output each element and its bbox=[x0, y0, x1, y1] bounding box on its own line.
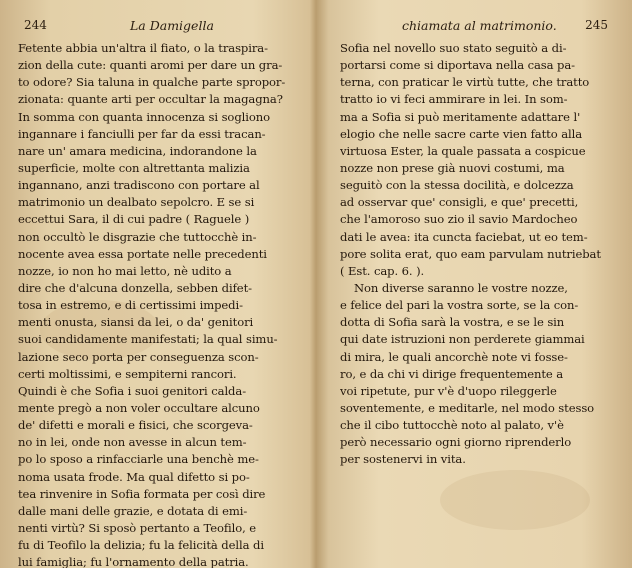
text-line: to odore? Sia taluna in qualche parte spropor- bbox=[18, 75, 286, 90]
text-line: ma a Sofia si può meritamente adattare l' bbox=[340, 109, 581, 124]
text-line: superficie, molte con altrettanta malizia bbox=[18, 160, 250, 175]
text-line: zionata: quante arti per occultar la magagna? bbox=[18, 92, 283, 107]
text-line: ad osservar que' consigli, e que' precetti, bbox=[340, 195, 579, 210]
right-page bbox=[320, 0, 632, 568]
text-line: ingannano, anzi tradiscono con portare al bbox=[18, 178, 260, 193]
text-line: e felice del pari la vostra sorte, se la con- bbox=[340, 298, 579, 313]
page-number: 245 bbox=[585, 18, 608, 32]
text-line: nozze, io non ho mai letto, nè udito a bbox=[18, 263, 232, 278]
text-line: Non diverse saranno le vostre nozze, bbox=[354, 280, 568, 295]
text-line: de' difetti e morali e fisici, che scorgeva- bbox=[18, 418, 253, 433]
text-line: che l'amoroso suo zio il savio Mardocheo bbox=[340, 212, 578, 227]
text-line: no in lei, onde non avesse in alcun tem- bbox=[18, 435, 247, 450]
text-line: tosa in estremo, e di certissimi impedi- bbox=[18, 298, 243, 313]
text-line: In somma con quanta innocenza si sogliono bbox=[18, 109, 270, 124]
text-line: elogio che nelle sacre carte vien fatto alla bbox=[340, 126, 583, 141]
text-line: non occultò le disgrazie che tuttocchè in- bbox=[18, 229, 257, 244]
text-line: però necessario ogni giorno riprenderlo bbox=[340, 435, 572, 450]
text-line: nenti virtù? Si sposò pertanto a Teofilo, e bbox=[18, 520, 257, 535]
running-title: La Damigella bbox=[130, 18, 214, 33]
text-line: Fetente abbia un'altra il fiato, o la traspira- bbox=[18, 41, 268, 55]
text-line: menti onusta, siansi da lei, o da' genitori bbox=[18, 315, 254, 330]
text-line: seguitò con la stessa docilità, e dolcezza bbox=[340, 178, 574, 193]
text-line: dotta di Sofia sarà la vostra, e se le sin bbox=[340, 315, 565, 330]
text-line: dire che d'alcuna donzella, sebben difet- bbox=[18, 280, 252, 295]
text-line: suoi candidamente manifestati; la qual simu- bbox=[18, 332, 278, 347]
text-line: qui date istruzioni non perderete giammai bbox=[340, 332, 585, 347]
text-line: pore solita erat, quo eam parvulam nutriebat bbox=[340, 246, 601, 261]
text-line: ro, e da chi vi dirige frequentemente a bbox=[340, 366, 564, 381]
left-page-header bbox=[18, 18, 308, 38]
text-line: Quindi è che Sofia i suoi genitori calda- bbox=[18, 383, 247, 398]
text-line: certi moltissimi, e sempiterni rancori. bbox=[18, 366, 237, 381]
text-line: ( Est. cap. 6. ). bbox=[340, 263, 425, 278]
text-line: lazione seco porta per conseguenza scon- bbox=[18, 349, 259, 364]
page-number: 244 bbox=[24, 18, 47, 32]
text-line: portarsi come si diportava nella casa pa- bbox=[340, 58, 575, 73]
text-line: che il cibo tuttocchè noto al palato, v'è bbox=[340, 418, 564, 433]
text-line: tratto io vi feci ammirare in lei. In som- bbox=[340, 92, 568, 107]
text-line: terna, con praticar le virtù tutte, che tratto bbox=[340, 75, 590, 90]
text-line: matrimonio un dealbato sepolcro. E se si bbox=[18, 195, 255, 210]
text-line: dalle mani delle grazie, e dotata di emi- bbox=[18, 503, 248, 518]
left-page-text bbox=[18, 40, 308, 568]
text-line: Sofia nel novello suo stato seguitò a di- bbox=[340, 41, 567, 55]
text-line: lui famiglia; fu l'ornamento della patria. bbox=[18, 555, 249, 568]
text-line: voi ripetute, pur v'è d'uopo rileggerle bbox=[340, 383, 557, 398]
text-line: nozze non prese già nuovi costumi, ma bbox=[340, 160, 565, 175]
text-line: per sostenervi in vita. bbox=[340, 452, 466, 467]
text-line: di mira, le quali ancorchè note vi fosse- bbox=[340, 349, 568, 364]
text-line: soventemente, e meditarle, nel modo stesso bbox=[340, 400, 595, 415]
text-line: mente pregò a non voler occultare alcuno bbox=[18, 400, 260, 415]
running-title: chiamata al matrimonio. bbox=[402, 18, 557, 33]
text-line: dati le avea: ita cuncta faciebat, ut eo tem- bbox=[340, 229, 588, 244]
text-line: po lo sposo a rinfacciarle una benchè me- bbox=[18, 452, 259, 467]
text-line: virtuosa Ester, la quale passata a cospicue bbox=[340, 143, 586, 158]
right-page-header bbox=[332, 18, 622, 38]
text-line: tea rinvenire in Sofia formata per così dire bbox=[18, 486, 266, 501]
text-line: ingannare i fanciulli per far da essi tracan- bbox=[18, 126, 266, 141]
text-line: nare un' amara medicina, indorandone la bbox=[18, 143, 257, 158]
text-line: zion della cute: quanti aromi per dare un gra- bbox=[18, 58, 283, 73]
text-line: fu di Teofilo la delizia; fu la felicità della di bbox=[18, 538, 264, 553]
right-page-text bbox=[340, 40, 622, 469]
text-line: noma usata frode. Ma qual difetto si po- bbox=[18, 469, 250, 484]
text-line: nocente avea essa portate nelle precedenti bbox=[18, 246, 267, 261]
text-line: eccettui Sara, il di cui padre ( Raguele ) bbox=[18, 212, 250, 227]
